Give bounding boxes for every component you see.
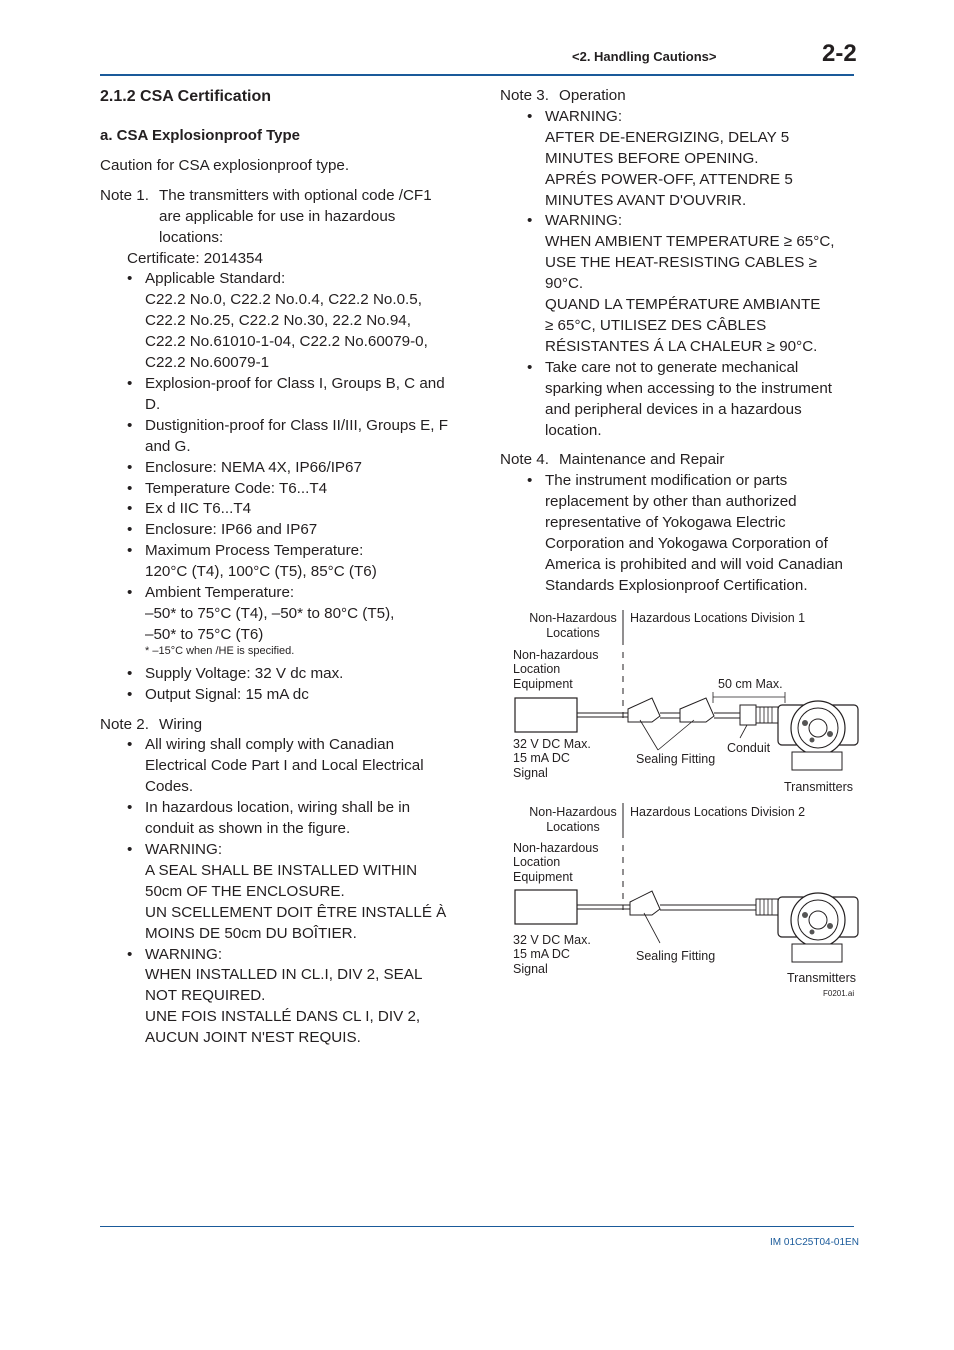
list-item (145, 499, 470, 520)
bullet-line: Electrical Code Part I and Local Electrical (145, 757, 424, 775)
equipment-label-line: Non-hazardous (513, 841, 599, 855)
division-1-diagram (513, 610, 858, 794)
list-item (145, 664, 470, 685)
bullet-line: Codes. (145, 778, 194, 796)
bullet-line: APRÉS POWER-OFF, ATTENDRE 5 (545, 170, 793, 188)
bullet-line: • Dustignition-proof for Class II/III, Groups E, F (145, 416, 449, 434)
note-1 (100, 186, 470, 249)
list-item (145, 269, 470, 374)
bullet-line: –50* to 75°C (T4), –50* to 80°C (T5), (145, 604, 395, 622)
bullet-line: • WARNING: (545, 212, 623, 230)
note-1-bullets (100, 269, 470, 645)
transmitters-label: Transmitters (784, 780, 853, 794)
note-2-title: Wiring (159, 715, 203, 733)
bullet-line: A SEAL SHALL BE INSTALLED WITHIN (145, 861, 418, 879)
footer-rule (100, 1226, 854, 1227)
bullet-line: • Ambient Temperature: (145, 584, 295, 602)
note-4 (500, 450, 860, 471)
leader-line (640, 720, 658, 750)
nonhaz-header-line: Non-Hazardous (529, 805, 617, 819)
list-item (545, 211, 860, 357)
sealing-fitting-label: Sealing Fitting (636, 752, 716, 766)
bullet-line: replacement by other than authorized (545, 493, 797, 511)
bullet-line: and G. (145, 437, 191, 455)
note-4-label: Note 4. (500, 451, 549, 469)
bullet-line: America is prohibited and will void Canadian (545, 555, 844, 573)
bullet-line: • All wiring shall comply with Canadian (145, 736, 395, 754)
bullet-line: 50cm OF THE ENCLOSURE. (145, 882, 345, 900)
signal-label-line: 15 mA DC (513, 947, 570, 961)
bullet-line: Corporation and Yokogawa Corporation of (545, 535, 828, 553)
note-3-title: Operation (559, 87, 626, 104)
transmitter-icon (778, 701, 858, 770)
figure-code: F0201.ai (823, 989, 855, 998)
bullet-line: • Applicable Standard: (145, 270, 286, 288)
note-1-line: are applicable for use in hazardous (159, 207, 396, 225)
nonhaz-header-line: Non-Hazardous (529, 611, 617, 625)
bullet-line: • Temperature Code: T6...T4 (145, 479, 328, 497)
equipment-label-line: Equipment (513, 870, 573, 884)
bullet-line: C22.2 No.61010-1-04, C22.2 No.60079-0, (145, 333, 428, 351)
equipment-label-line: Equipment (513, 677, 573, 691)
bullet-line: 90°C. (545, 275, 584, 293)
leader-line (740, 725, 747, 738)
list-item (145, 840, 470, 945)
signal-label-line: 32 V DC Max. (513, 737, 591, 751)
note-2 (100, 715, 470, 736)
equipment-box (515, 890, 577, 924)
bullet-line: conduit as shown in the figure. (145, 820, 351, 838)
signal-label-line: Signal (513, 766, 548, 780)
sealing-fitting-icon (630, 891, 660, 915)
bullet-line: QUAND LA TEMPÉRATURE AMBIANTE (545, 296, 821, 314)
equipment-label-line: Location (513, 662, 561, 676)
nonhaz-header-line: Locations (546, 626, 600, 640)
intro-text: Caution for CSA explosionproof type. (100, 156, 350, 174)
bullet-line: ≥ 65°C, UTILISEZ DES CÂBLES (545, 316, 767, 334)
sealing-fitting-icon (628, 698, 660, 722)
note-2-label: Note 2. (100, 715, 149, 733)
bullet-line: –50* to 75°C (T6) (145, 625, 264, 643)
bullet-line: WHEN INSTALLED IN CL.I, DIV 2, SEAL (145, 966, 423, 984)
bullet-line: representative of Yokogawa Electric (545, 514, 786, 532)
transmitter-icon (778, 893, 858, 962)
note-3 (500, 86, 860, 107)
note-1-line: locations: (159, 228, 224, 246)
distance-label: 50 cm Max. (718, 677, 783, 691)
list-item (145, 416, 470, 458)
conduit-coupling (740, 705, 756, 725)
document-code: IM 01C25T04-01EN (770, 1237, 859, 1248)
sealing-fitting-label: Sealing Fitting (636, 949, 716, 963)
bullet-line: MINUTES AVANT D'OUVRIR. (545, 191, 747, 209)
list-item (545, 358, 860, 442)
bullet-line: RÉSISTANTES Á LA CHALEUR ≥ 90°C. (545, 337, 818, 355)
bullet-line: • Maximum Process Temperature: (145, 542, 364, 560)
bullet-line: • Take care not to generate mechanical (545, 358, 799, 376)
bullet-line: C22.2 No.60079-1 (145, 354, 270, 372)
leader-line (658, 720, 694, 750)
list-item (145, 458, 470, 479)
bullet-line: • WARNING: (145, 945, 223, 963)
bullet-line: • Explosion-proof for Class I, Groups B, C and (145, 374, 445, 392)
list-item (145, 520, 470, 541)
bullet-line: D. (145, 395, 161, 413)
section-heading: 2.1.2 CSA Certification (100, 88, 272, 105)
bullet-line: and peripheral devices in a hazardous (545, 400, 802, 418)
bullet-line: MINUTES BEFORE OPENING. (545, 149, 759, 167)
bullet-line: NOT REQUIRED. (145, 987, 266, 1005)
bullet-line: C22.2 No.25, C22.2 No.30, 22.2 No.94, (145, 312, 411, 330)
list-item (545, 107, 860, 212)
signal-label-line: 32 V DC Max. (513, 933, 591, 947)
note-1-line: The transmitters with optional code /CF1 (159, 186, 432, 204)
bullet-line: C22.2 No.0, C22.2 No.0.4, C22.2 No.0.5, (145, 291, 422, 309)
note-3-label: Note 3. (500, 87, 549, 104)
note-2-bullets (100, 735, 470, 1049)
bullet-line: 120°C (T4), 100°C (T5), 85°C (T6) (145, 563, 377, 581)
bullet-line: UNE FOIS INSTALLÉ DANS CL I, DIV 2, (145, 1008, 421, 1026)
hazardous-header: Hazardous Locations Division 2 (630, 805, 806, 819)
wiring-figure (500, 600, 870, 1005)
conduit-label: Conduit (727, 741, 771, 755)
list-item (145, 374, 470, 416)
conduit-coupling (756, 707, 778, 723)
bullet-line: • Enclosure: NEMA 4X, IP66/IP67 (145, 458, 362, 476)
bullet-line: • Output Signal: 15 mA dc (145, 685, 309, 703)
leader-line (644, 913, 660, 943)
bullet-line: AFTER DE-ENERGIZING, DELAY 5 (545, 128, 790, 146)
division-2-diagram (513, 803, 858, 985)
bullet-line: • Ex d IIC T6...T4 (145, 500, 252, 518)
conduit-coupling (756, 899, 778, 915)
note-4-bullets (500, 471, 860, 596)
footnote: * –15°C when /HE is specified. (145, 644, 295, 657)
subsection-heading: a. CSA Explosionproof Type (100, 127, 301, 144)
sealing-fitting-icon (680, 698, 714, 722)
bullet-line: UN SCELLEMENT DOIT ÊTRE INSTALLÉ À (145, 903, 447, 921)
note-1-label: Note 1. (100, 186, 149, 204)
bullet-line: location. (545, 421, 602, 439)
signal-label-line: Signal (513, 962, 548, 976)
list-item (145, 798, 470, 840)
bullet-line: MOINS DE 50cm DU BOÎTIER. (145, 924, 357, 942)
bullet-line: USE THE HEAT-RESISTING CABLES ≥ (545, 254, 817, 272)
list-item (145, 685, 470, 706)
bullet-line: • WARNING: (545, 107, 623, 125)
note-4-title: Maintenance and Repair (559, 451, 725, 469)
bullet-line: WHEN AMBIENT TEMPERATURE ≥ 65°C, (545, 233, 835, 251)
signal-label-line: 15 mA DC (513, 751, 570, 765)
list-item (145, 583, 470, 646)
note-3-bullets (500, 107, 860, 442)
list-item (145, 541, 470, 583)
header-rule (100, 74, 854, 76)
left-column (100, 86, 470, 1049)
equipment-box (515, 698, 577, 732)
bullet-line: sparking when accessing to the instrument (545, 379, 833, 397)
bullet-line: • WARNING: (145, 841, 223, 858)
list-item (145, 735, 470, 798)
bullet-line: • Enclosure: IP66 and IP67 (145, 521, 318, 539)
equipment-label-line: Non-hazardous (513, 648, 599, 662)
bullet-line: AUCUN JOINT N'EST REQUIS. (145, 1029, 361, 1047)
transmitters-label: Transmitters (787, 971, 856, 985)
nonhaz-header-line: Locations (546, 820, 600, 834)
bullet-line: • In hazardous location, wiring shall be in (145, 799, 411, 817)
bullet-line: • Supply Voltage: 32 V dc max. (145, 664, 344, 682)
hazardous-header: Hazardous Locations Division 1 (630, 611, 806, 625)
bullet-line: • The instrument modification or parts (545, 472, 788, 490)
equipment-label-line: Location (513, 855, 561, 869)
certificate-number: Certificate: 2014354 (127, 249, 263, 267)
bullet-line: Standards Explosionproof Certification. (545, 576, 808, 594)
note-1-bullets-2 (100, 664, 470, 706)
list-item (545, 471, 860, 596)
page-number: 2-2 (822, 40, 857, 67)
list-item (145, 479, 470, 500)
list-item (145, 945, 470, 1050)
right-column (500, 86, 860, 597)
running-header-section: <2. Handling Cautions> (572, 49, 717, 64)
